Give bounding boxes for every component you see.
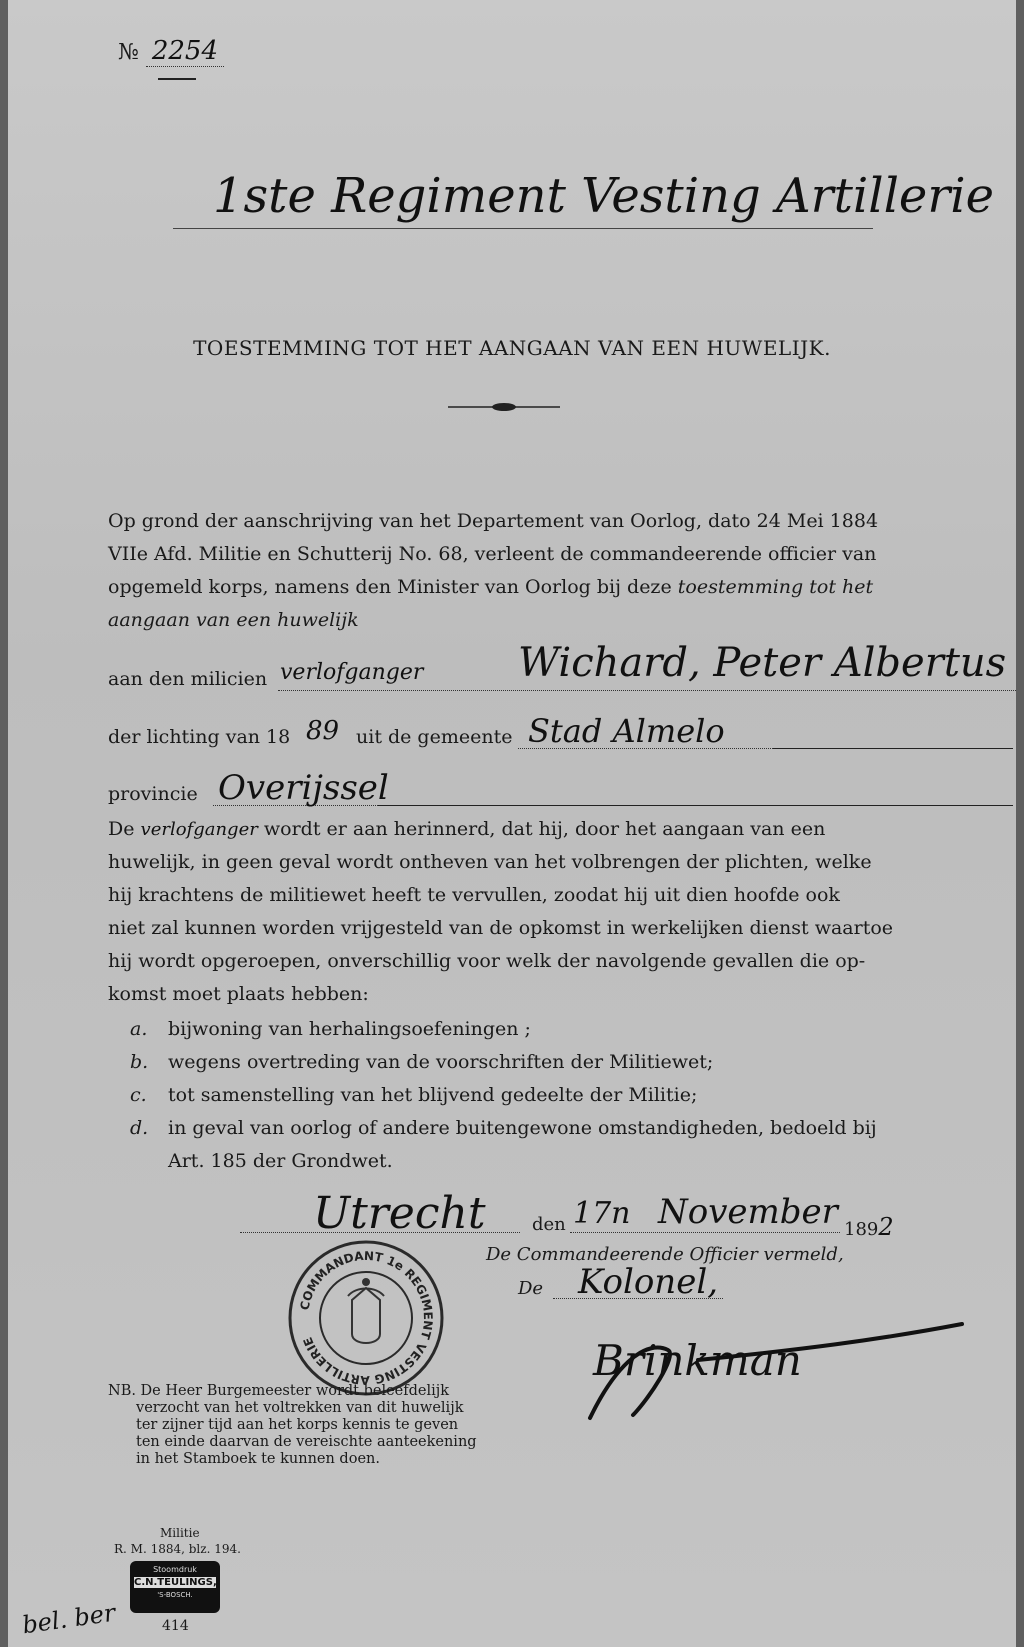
date-den-label: den [532, 1214, 566, 1235]
provincie-label: provincie [108, 783, 198, 805]
regiment-handwritten: 1ste Regiment Vesting Artillerie [213, 168, 995, 224]
intro-line-2: VIIe Afd. Militie en Schutterij No. 68, verleent de commandeerende officier van [108, 543, 877, 565]
body-line-1: De verlofganger wordt er aan herinnerd, dat hij, door het aangaan van een [108, 818, 826, 840]
date-month: November [658, 1192, 838, 1232]
body-line-2: huwelijk, in geen geval wordt ontheven van het volbrengen der plichten, welke [108, 851, 872, 873]
margin-note: bel. ber [20, 1598, 118, 1640]
list-item: d. in geval van oorlog of andere buitengewone omstandigheden, bedoeld bij [130, 1117, 877, 1139]
footer-militie: Militie [160, 1526, 200, 1540]
date-year: 1892 [844, 1213, 894, 1241]
officer-line: De Commandeerende Officier vermeld, [486, 1244, 844, 1265]
list-item: a. bijwoning van herhalingsoefeningen ; [130, 1018, 531, 1040]
number-handwritten: 2254 [146, 36, 224, 67]
date-dotline [570, 1232, 840, 1233]
body-line-4: niet zal kunnen worden vrijgesteld van de opkomst in werkelijken dienst waartoe [108, 917, 894, 939]
signature-flourish [578, 1320, 968, 1430]
milicien-status: verlofganger [280, 660, 424, 685]
document-number: № 2254 [118, 36, 224, 66]
list-item: c. tot samenstelling van het blijvend gedeelte der Militie; [130, 1084, 698, 1106]
body-line-3: hij krachtens de militiewet heeft te vervullen, zoodat hij uit dien hoofde ook [108, 884, 840, 906]
form-number: 414 [162, 1618, 189, 1634]
number-underline [158, 78, 196, 80]
list-item: b. wegens overtreding van de voorschriften der Militiewet; [130, 1051, 714, 1073]
svg-text:COMMANDANT 1e REGIMENT VESTING: COMMANDANT 1e REGIMENT VESTING ARTILLERIE [297, 1248, 436, 1388]
date-day: 17n [573, 1196, 631, 1231]
body-role: verlofganger [140, 819, 258, 840]
milicien-line [278, 690, 1016, 691]
milicien-name: Wichard, Peter Albertus [518, 640, 1007, 686]
body-paragraph [108, 813, 898, 1011]
rank-value: Kolonel, [578, 1262, 719, 1302]
lichting-year: 89 [306, 716, 340, 746]
intro-line-1: Op grond der aanschrijving van het Departement van Oorlog, dato 24 Mei 1884 [108, 510, 879, 532]
intro-line-3: opgemeld korps, namens den Minister van Oorlog bij deze toestemming tot het [108, 576, 874, 598]
footer-ref: R. M. 1884, blz. 194. [114, 1542, 241, 1556]
gemeente-value: Stad Almelo [528, 712, 725, 750]
rank-de-label: De [518, 1278, 544, 1299]
milicien-label: aan den milicien [108, 668, 268, 690]
footnote: NB. De Heer Burgemeester wordt beleefdelijk verzocht van het voltrekken van dit huwelijk ter zijner tijd aan het korps kennis te geven ten einde daarvan de vereischte aanteekening in het Stamboek te kunnen doen. [108, 1383, 477, 1467]
provincie-value: Overijssel [218, 768, 389, 808]
conditions-list [130, 1013, 910, 1178]
body-line-5: hij wordt opgeroepen, onverschillig voor welk der navolgende gevallen die op- [108, 950, 866, 972]
regiment-line [173, 228, 873, 229]
intro-line-4: aangaan van een huwelijk [108, 609, 359, 631]
document-page [8, 0, 1016, 1647]
list-tail: Art. 185 der Grondwet. [168, 1150, 393, 1172]
body-line-6: komst moet plaats hebben: [108, 983, 369, 1005]
printer-mark: Stoomdruk C.N.TEULINGS, 'S-BOSCH. [130, 1561, 220, 1613]
place-value: Utrecht [313, 1188, 486, 1239]
lichting-label: der lichting van 18 [108, 726, 291, 748]
document-title: TOESTEMMING TOT HET AANGAAN VAN EEN HUWELIJK. [193, 336, 831, 360]
provincie-rule [378, 805, 1013, 806]
official-stamp [286, 1238, 446, 1398]
title-ornament [448, 402, 560, 412]
signature: Brinkman [593, 1336, 802, 1385]
gemeente-label: uit de gemeente [356, 726, 513, 748]
intro-paragraph [108, 505, 898, 637]
gemeente-rule [773, 748, 1013, 749]
